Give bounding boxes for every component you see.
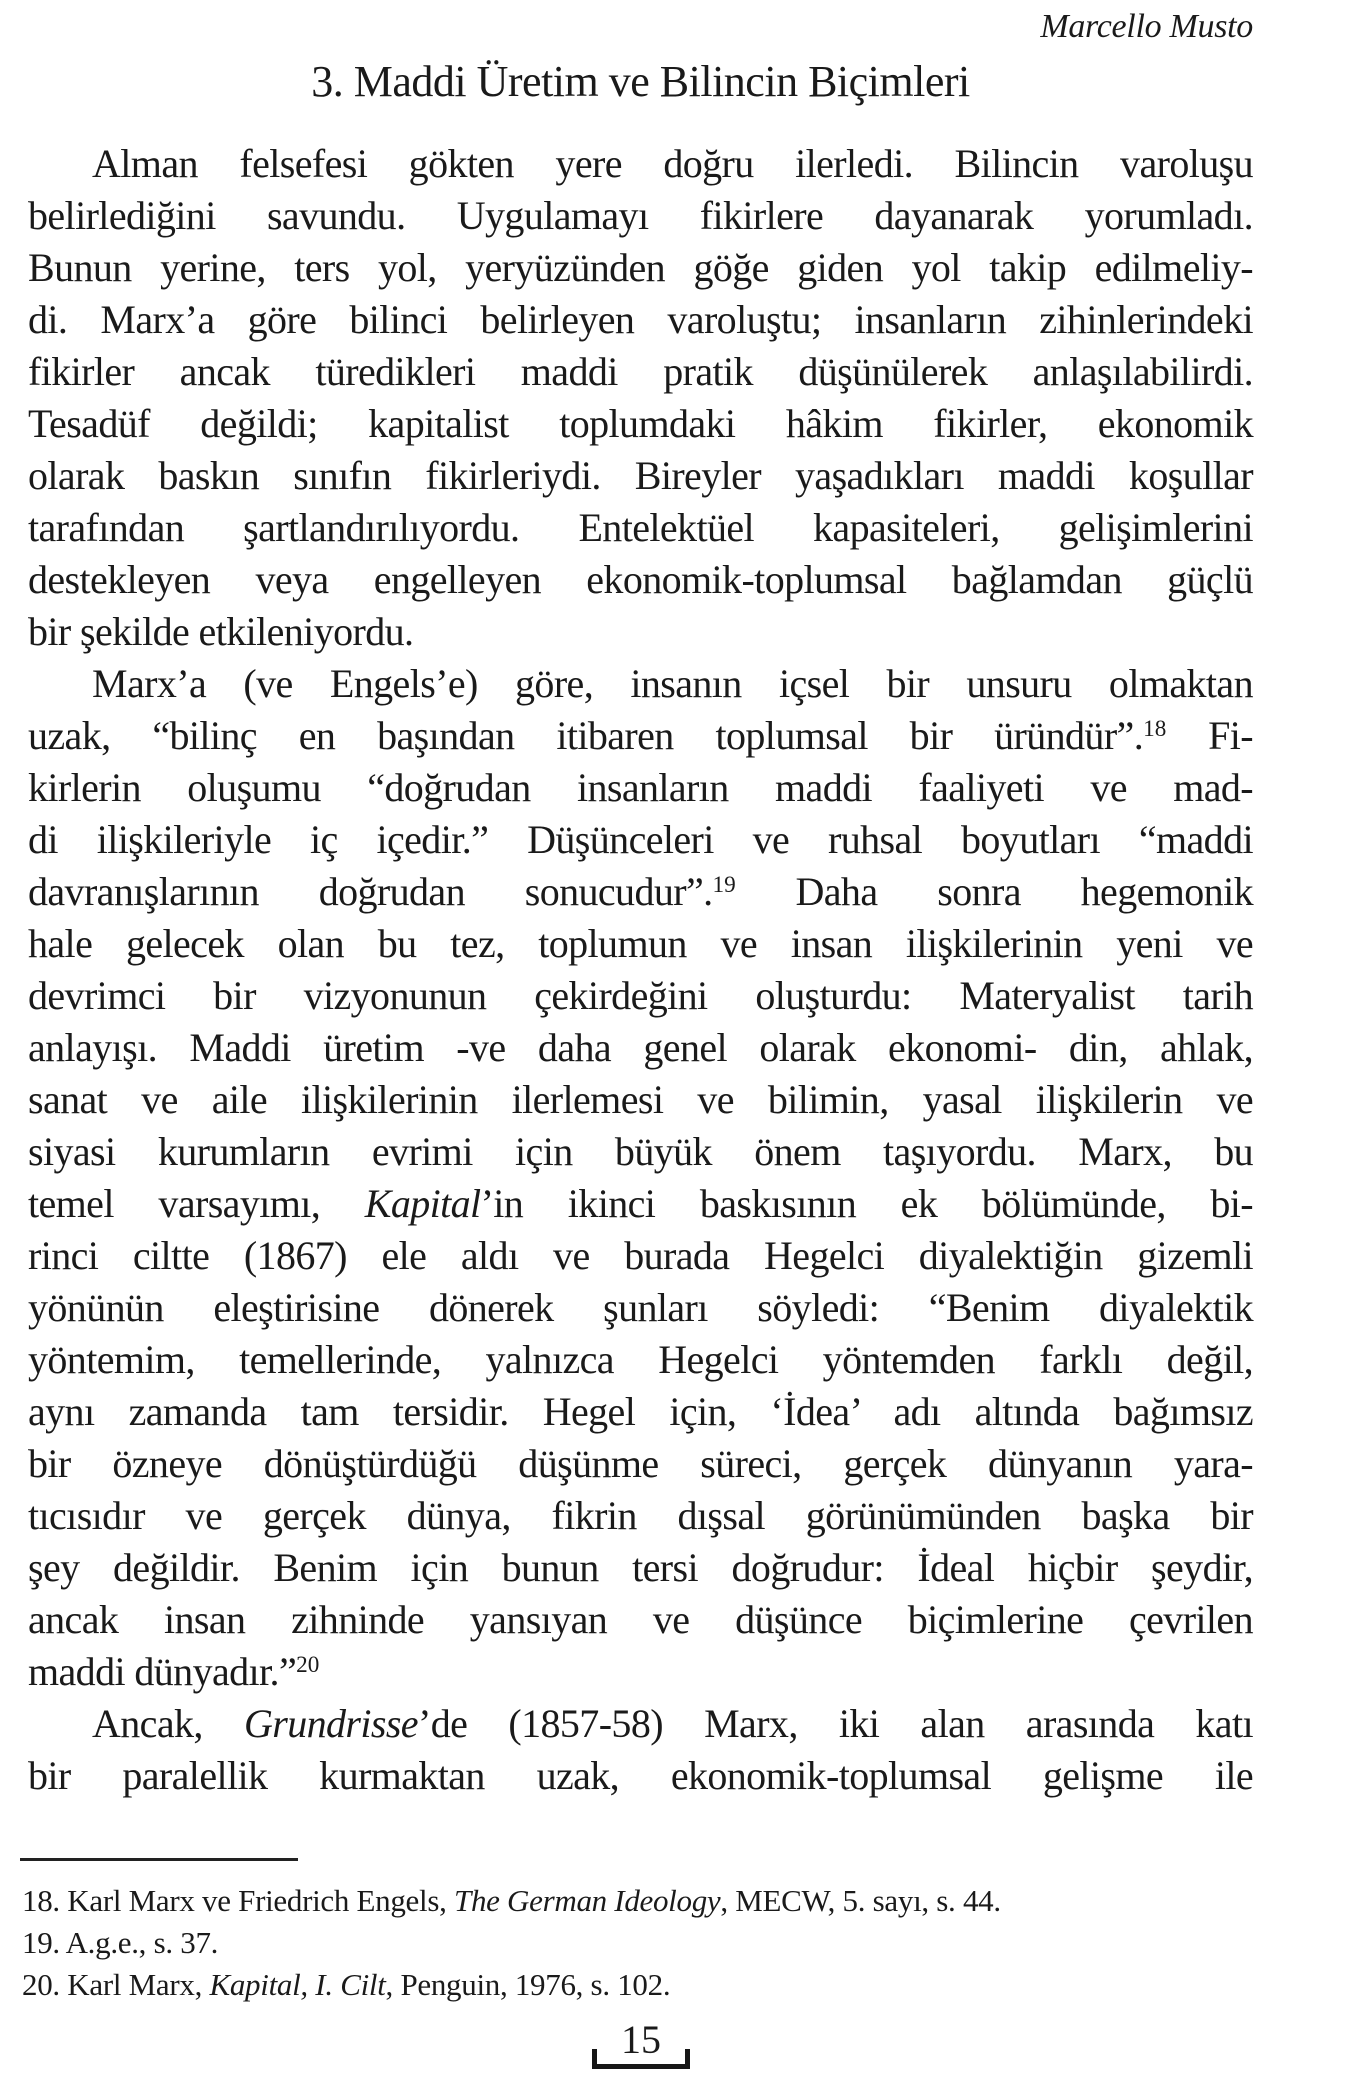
text-segment: tıcısıdır ve gerçek dünya, fikrin dışsal görünümünden başka bir xyxy=(28,1493,1253,1538)
text-line xyxy=(28,762,1253,814)
text-line xyxy=(28,1074,1253,1126)
footnote-ref: 20 xyxy=(296,1652,320,1679)
text-segment: davranışlarının doğrudan sonucudur”. xyxy=(28,869,713,914)
text-segment: hale gelecek olan bu tez, toplumun ve insan ilişkilerinin yeni ve xyxy=(28,921,1253,966)
text-line xyxy=(28,1282,1253,1334)
text-segment: Kapital, I. Cilt xyxy=(209,1967,386,2002)
text-line xyxy=(28,1750,1253,1802)
text-segment: devrimci bir vizyonunun çekirdeğini oluşturdu: Materyalist tarih xyxy=(28,973,1253,1018)
text-segment: kirlerin oluşumu “doğrudan insanların maddi faaliyeti ve mad- xyxy=(28,765,1253,810)
text-segment: , Penguin, 1976, s. 102. xyxy=(385,1967,671,2002)
text-line xyxy=(28,1490,1253,1542)
text-line xyxy=(28,190,1253,242)
footnotes xyxy=(22,1880,1302,2006)
author-header: Marcello Musto xyxy=(1040,8,1253,45)
footnote-line xyxy=(22,1964,1302,2006)
text-segment: şey değildir. Benim için bunun tersi doğrudur: İdeal hiçbir şeydir, xyxy=(28,1545,1253,1590)
text-segment: uzak, “bilinç en başından itibaren toplumsal bir üründür”. xyxy=(28,713,1144,758)
text-segment: Alman felsefesi gökten yere doğru ilerledi. Bilincin varoluşu xyxy=(92,141,1253,186)
text-segment: ’in ikinci baskısının ek bölümünde, bi- xyxy=(480,1181,1253,1226)
text-line xyxy=(28,1386,1253,1438)
page-number-bracket xyxy=(592,2016,690,2069)
text-line xyxy=(28,1022,1253,1074)
text-segment: Tesadüf değildi; kapitalist toplumdaki hâkim fikirler, ekonomik xyxy=(28,401,1253,446)
text-line xyxy=(28,138,1253,190)
text-segment: siyasi kurumların evrimi için büyük önem taşıyordu. Marx, bu xyxy=(28,1129,1253,1174)
text-segment: di ilişkileriyle iç içedir.” Düşünceleri ve ruhsal boyutları “maddi xyxy=(28,817,1253,862)
text-segment: , MECW, 5. sayı, s. 44. xyxy=(720,1883,1001,1918)
text-segment: bir özneye dönüştürdüğü düşünme süreci, gerçek dünyanın yara- xyxy=(28,1441,1253,1486)
text-segment: rinci ciltte (1867) ele aldı ve burada Hegelci diyalektiğin gizemli xyxy=(28,1233,1253,1278)
footnote-line xyxy=(22,1880,1302,1922)
text-line xyxy=(28,554,1253,606)
text-segment: Bunun yerine, ters yol, yeryüzünden göğe giden yol takip edilmeliy- xyxy=(28,245,1253,290)
footnote-ref: 19 xyxy=(712,872,736,899)
text-segment: tarafından şartlandırılıyordu. Entelektüel kapasiteleri, gelişimlerini xyxy=(28,505,1253,550)
text-segment: anlayışı. Maddi üretim -ve daha genel olarak ekonomi- din, ahlak, xyxy=(28,1025,1253,1070)
footnote-ref: 18 xyxy=(1143,716,1167,743)
text-line xyxy=(28,242,1253,294)
text-segment: fikirler ancak türedikleri maddi pratik düşünülerek anlaşılabilirdi. xyxy=(28,349,1253,394)
text-segment: 19. A.g.e., s. 37. xyxy=(22,1925,219,1960)
text-segment: Kapital xyxy=(364,1181,481,1226)
page-number: 15 xyxy=(621,2017,661,2062)
text-segment: yönünün eleştirisine dönerek şunları söyledi: “Benim diyalektik xyxy=(28,1285,1253,1330)
text-segment: ancak insan zihninde yansıyan ve düşünce biçimlerine çevrilen xyxy=(28,1597,1253,1642)
text-line xyxy=(28,970,1253,1022)
text-line xyxy=(28,710,1253,762)
footnote-line xyxy=(22,1922,1302,1964)
text-segment: Daha sonra hegemonik xyxy=(735,869,1253,914)
text-line xyxy=(28,1126,1253,1178)
text-line xyxy=(28,450,1253,502)
text-line xyxy=(28,1334,1253,1386)
chapter-heading: 3. Maddi Üretim ve Bilincin Biçimleri xyxy=(311,57,970,106)
footnote-rule xyxy=(20,1858,298,1861)
text-segment: Marx’a (ve Engels’e) göre, insanın içsel bir unsuru olmaktan xyxy=(92,661,1253,706)
paragraph xyxy=(28,138,1253,658)
text-segment: yöntemim, temellerinde, yalnızca Hegelci yöntemden farklı değil, xyxy=(28,1337,1253,1382)
text-line xyxy=(28,606,1253,658)
text-line xyxy=(28,1178,1253,1230)
text-segment: aynı zamanda tam tersidir. Hegel için, ‘İdea’ adı altında bağımsız xyxy=(28,1389,1253,1434)
text-segment: 18. Karl Marx ve Friedrich Engels, xyxy=(22,1883,454,1918)
text-line xyxy=(28,502,1253,554)
text-segment: destekleyen veya engelleyen ekonomik-toplumsal bağlamdan güçlü xyxy=(28,557,1253,602)
text-segment: ’de (1857-58) Marx, iki alan arasında katı xyxy=(417,1701,1253,1746)
text-line xyxy=(28,866,1253,918)
text-segment: bir şekilde etkileniyordu. xyxy=(28,609,414,654)
text-segment: temel varsayımı, xyxy=(28,1181,365,1226)
text-line xyxy=(28,1646,1253,1698)
text-line xyxy=(28,1230,1253,1282)
text-line xyxy=(28,346,1253,398)
text-line xyxy=(28,658,1253,710)
text-segment: di. Marx’a göre bilinci belirleyen varoluştu; insanların zihinlerindeki xyxy=(28,297,1253,342)
paragraph xyxy=(28,658,1253,1698)
body-text xyxy=(28,138,1253,1802)
text-segment: The German Ideology xyxy=(454,1883,721,1918)
text-line xyxy=(28,398,1253,450)
text-segment: Fi- xyxy=(1166,713,1253,758)
text-line xyxy=(28,294,1253,346)
text-line xyxy=(28,918,1253,970)
text-segment: Ancak, xyxy=(92,1701,244,1746)
text-segment: Grundrisse xyxy=(243,1701,418,1746)
text-segment: olarak baskın sınıfın fikirleriydi. Bireyler yaşadıkları maddi koşullar xyxy=(28,453,1253,498)
text-line xyxy=(28,1698,1253,1750)
text-line xyxy=(28,1594,1253,1646)
text-segment: sanat ve aile ilişkilerinin ilerlemesi ve bilimin, yasal ilişkilerin ve xyxy=(28,1077,1253,1122)
text-segment: maddi dünyadır.” xyxy=(28,1649,297,1694)
text-segment: belirlediğini savundu. Uygulamayı fikirlere dayanarak yorumladı. xyxy=(28,193,1253,238)
text-line xyxy=(28,1438,1253,1490)
text-line xyxy=(28,1542,1253,1594)
text-segment: bir paralellik kurmaktan uzak, ekonomik-toplumsal gelişme ile xyxy=(28,1753,1253,1798)
paragraph xyxy=(28,1698,1253,1802)
text-line xyxy=(28,814,1253,866)
text-segment: 20. Karl Marx, xyxy=(22,1967,210,2002)
